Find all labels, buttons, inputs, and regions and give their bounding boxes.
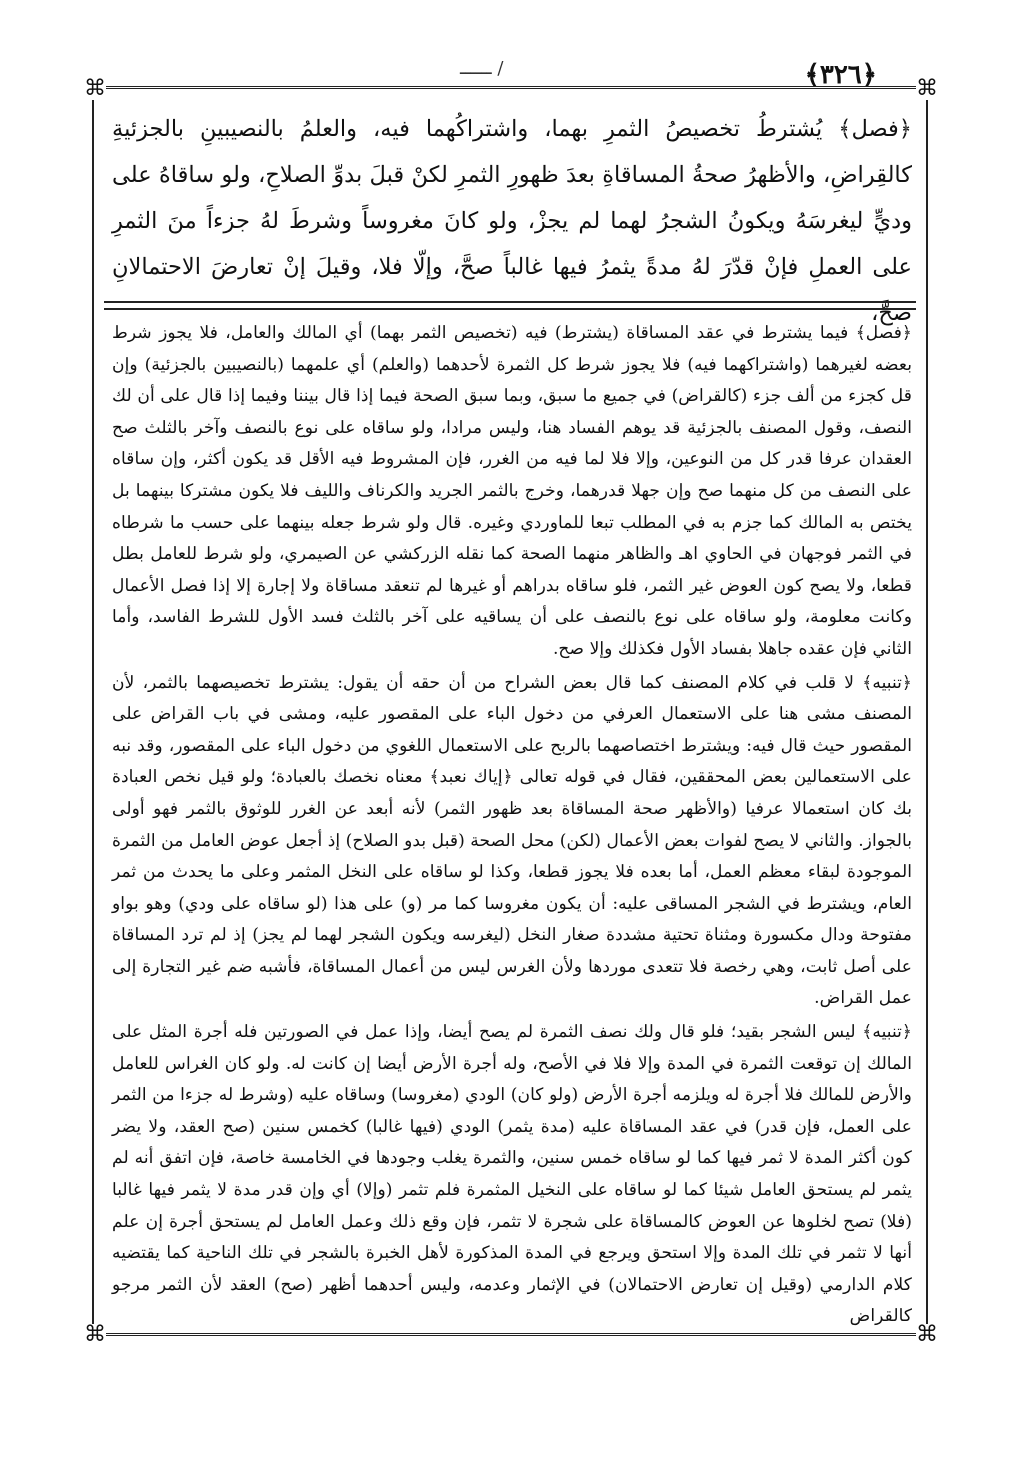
matn-paragraph: ﴿فصل﴾ يُشترطُ تخصيصُ الثمرِ بهما، واشتراكُهما فيه، والعلمُ بالنصيبينِ بالجزئيةِ كالقِراضِ، والأظهرُ صحةُ المساقاةِ بعدَ ظهورِ الثمرِ لكنْ قبلَ بدوِّ الصلاحِ، ولو ساقاهُ على وديٍّ ليغرسَهُ ويكونُ الشجرُ لهما لم يجزْ، ولو كانَ مغروساً وشرطَ لهُ جزءاً منَ الثمرِ على العملِ فإنْ قدّرَ لهُ مدةً يثمرُ فيها غالباً صحَّ، وإلّا فلا، وقيلَ إنْ تعارضَ الاحتمالانِ صحَّ، bbox=[112, 116, 912, 326]
corner-ornament-icon: ⌘ bbox=[84, 76, 106, 101]
page-number: ﴿٣٢٦﴾ bbox=[804, 60, 877, 90]
corner-ornament-icon: ⌘ bbox=[916, 1322, 938, 1347]
corner-ornament-icon: ⌘ bbox=[84, 1322, 106, 1347]
sharh-paragraph: ﴿فصل﴾ فيما يشترط في عقد المساقاة (يشترط) فيه (تخصيص الثمر بهما) أي المالك والعامل، فلا يجوز شرط بعضه لغيرهما (واشتراكهما فيه) فلا يجوز شرط كل الثمرة لأحدهما (والعلم) أي علمهما (بالنصيبين بالجزئية) وإن قل كجزء من ألف جزء (كالقراض) في جميع ما سبق، وبما سبق الصحة فيما إذا قال بيننا وفيما إذا قال على أن لك النصف، وقول المصنف بالجزئية قد يوهم الفساد هنا، وليس مرادا، ولو ساقاه على نوع بالنصف وآخر بالثلث صح العقدان عرفا قدر كل من النوعين، وإلا فلا لما فيه من الغرر، فإن المشروط فيه الأقل قد يكون أكثر، وإن ساقاه على النصف من كل منهما صح وإن جهلا قدرهما، وخرج بالثمر الجريد والكرناف والليف فلا يكون مشتركا بينهما بل يختص به المالك كما جزم به في المطلب تبعا للماوردي وغيره. قال ولو شرط جعله بينهما على حسب ما شرطاه في الثمر فوجهان في الحاوي اهـ والظاهر منهما الصحة كما نقله الزركشي عن الصيمري، ولو شرط للعامل بطل قطعا، ولا يصح كون العوض غير الثمر، فلو ساقاه بدراهم أو غيرها لم تنعقد مساقاة ولا إجارة إلا إذا فصل الأعمال وكانت معلومة، ولو ساقاه على نوع بالنصف على أن يساقيه على آخر بالثلث فسد الأول للشرط الفاسد، وأما الثاني فإن عقده جاهلا بفساد الأول فكذلك وإلا صح. bbox=[112, 323, 912, 659]
page-mark: ــــــ / bbox=[460, 58, 504, 79]
sharh-commentary-block bbox=[112, 316, 912, 1330]
sharh-paragraph: ﴿تنبيه﴾ ليس الشجر بقيد؛ فلو قال ولك نصف الثمرة لم يصح أيضا، وإذا عمل في الصورتين فله أجرة المثل على المالك إن توقعت الثمرة في المدة وإلا فلا في الأصح، وله أجرة الأرض أيضا إن كانت له. ولو كان الغراس للعامل والأرض للمالك فلا أجرة له ويلزمه أجرة الأرض (ولو كان) الودي (مغروسا) وساقاه عليه (وشرط له جزءا من الثمر على العمل، فإن قدر) في عقد المساقاة عليه (مدة يثمر) الودي (فيها غالبا) كخمس سنين (صح العقد، ولا يضر كون أكثر المدة لا ثمر فيها كما لو ساقاه خمس سنين، والثمرة يغلب وجودها في الخامسة خاصة، فإن اتفق أنه لم يثمر لم يستحق العامل شيئا كما لو ساقاه على النخيل المثمرة فلم تثمر (وإلا) أي وإن قدر مدة لا يثمر فيها غالبا (فلا) تصح لخلوها عن العوض كالمساقاة على شجرة لا تثمر، فإن وقع ذلك وعمل العامل لم يستحق أجرة إن علم أنها لا تثمر في تلك المدة وإلا استحق ويرجع في المدة المذكورة لأهل الخبرة بالشجر في تلك الناحية كما يقتضيه كلام الدارمي (وقيل إن تعارض الاحتمالان) في الإثمار وعدمه، وليس أحدهما أظهر (صح) العقد لأن الثمر مرجو كالقراض bbox=[112, 1022, 912, 1327]
corner-ornament-icon: ⌘ bbox=[916, 76, 938, 101]
sharh-paragraph: ﴿تنبيه﴾ لا قلب في كلام المصنف كما قال بعض الشراح من أن حقه أن يقول: يشترط تخصيصهما بالثمر، لأن المصنف مشى هنا على الاستعمال العرفي من دخول الباء على المقصور عليه، ومشى في باب القراض على المقصور حيث قال فيه: ويشترط اختصاصهما بالربح على الاستعمال اللغوي من دخول الباء على المقصور، وقد نبه على الاستعمالين بعض المحققين، فقال في قوله تعالى ﴿إياك نعبد﴾ معناه نخصك بالعبادة؛ ولو قيل نخص العبادة بك كان استعمالا عرفيا (والأظهر صحة المساقاة بعد ظهور الثمر) لأنه أبعد عن الغرر للوثوق بالثمر فهو أولى بالجواز. والثاني لا يصح لفوات بعض الأعمال (لكن) محل الصحة (قبل بدو الصلاح) إذ أجعل عوض العامل من الثمرة الموجودة لبقاء معظم العمل، أما بعده فلا يجوز قطعا، وكذا لو ساقاه على النخل المثمر وعلى ما يحدث من ثمر العام، ويشترط في الشجر المساقى عليه: أن يكون مغروسا كما مر (و) على هذا (لو ساقاه على ودي) وهو بواو مفتوحة ودال مكسورة ومثناة تحتية مشددة صغار النخل (ليغرسه ويكون الشجر لهما لم يجز) إذ لم ترد المساقاة على أصل ثابت، وهي رخصة فلا تتعدى موردها ولأن الغرس ليس من أعمال المساقاة، فأشبه ضم غير التجارة إلى عمل القراض. bbox=[112, 672, 912, 1009]
section-divider bbox=[104, 301, 916, 310]
matn-text-block bbox=[112, 106, 912, 326]
